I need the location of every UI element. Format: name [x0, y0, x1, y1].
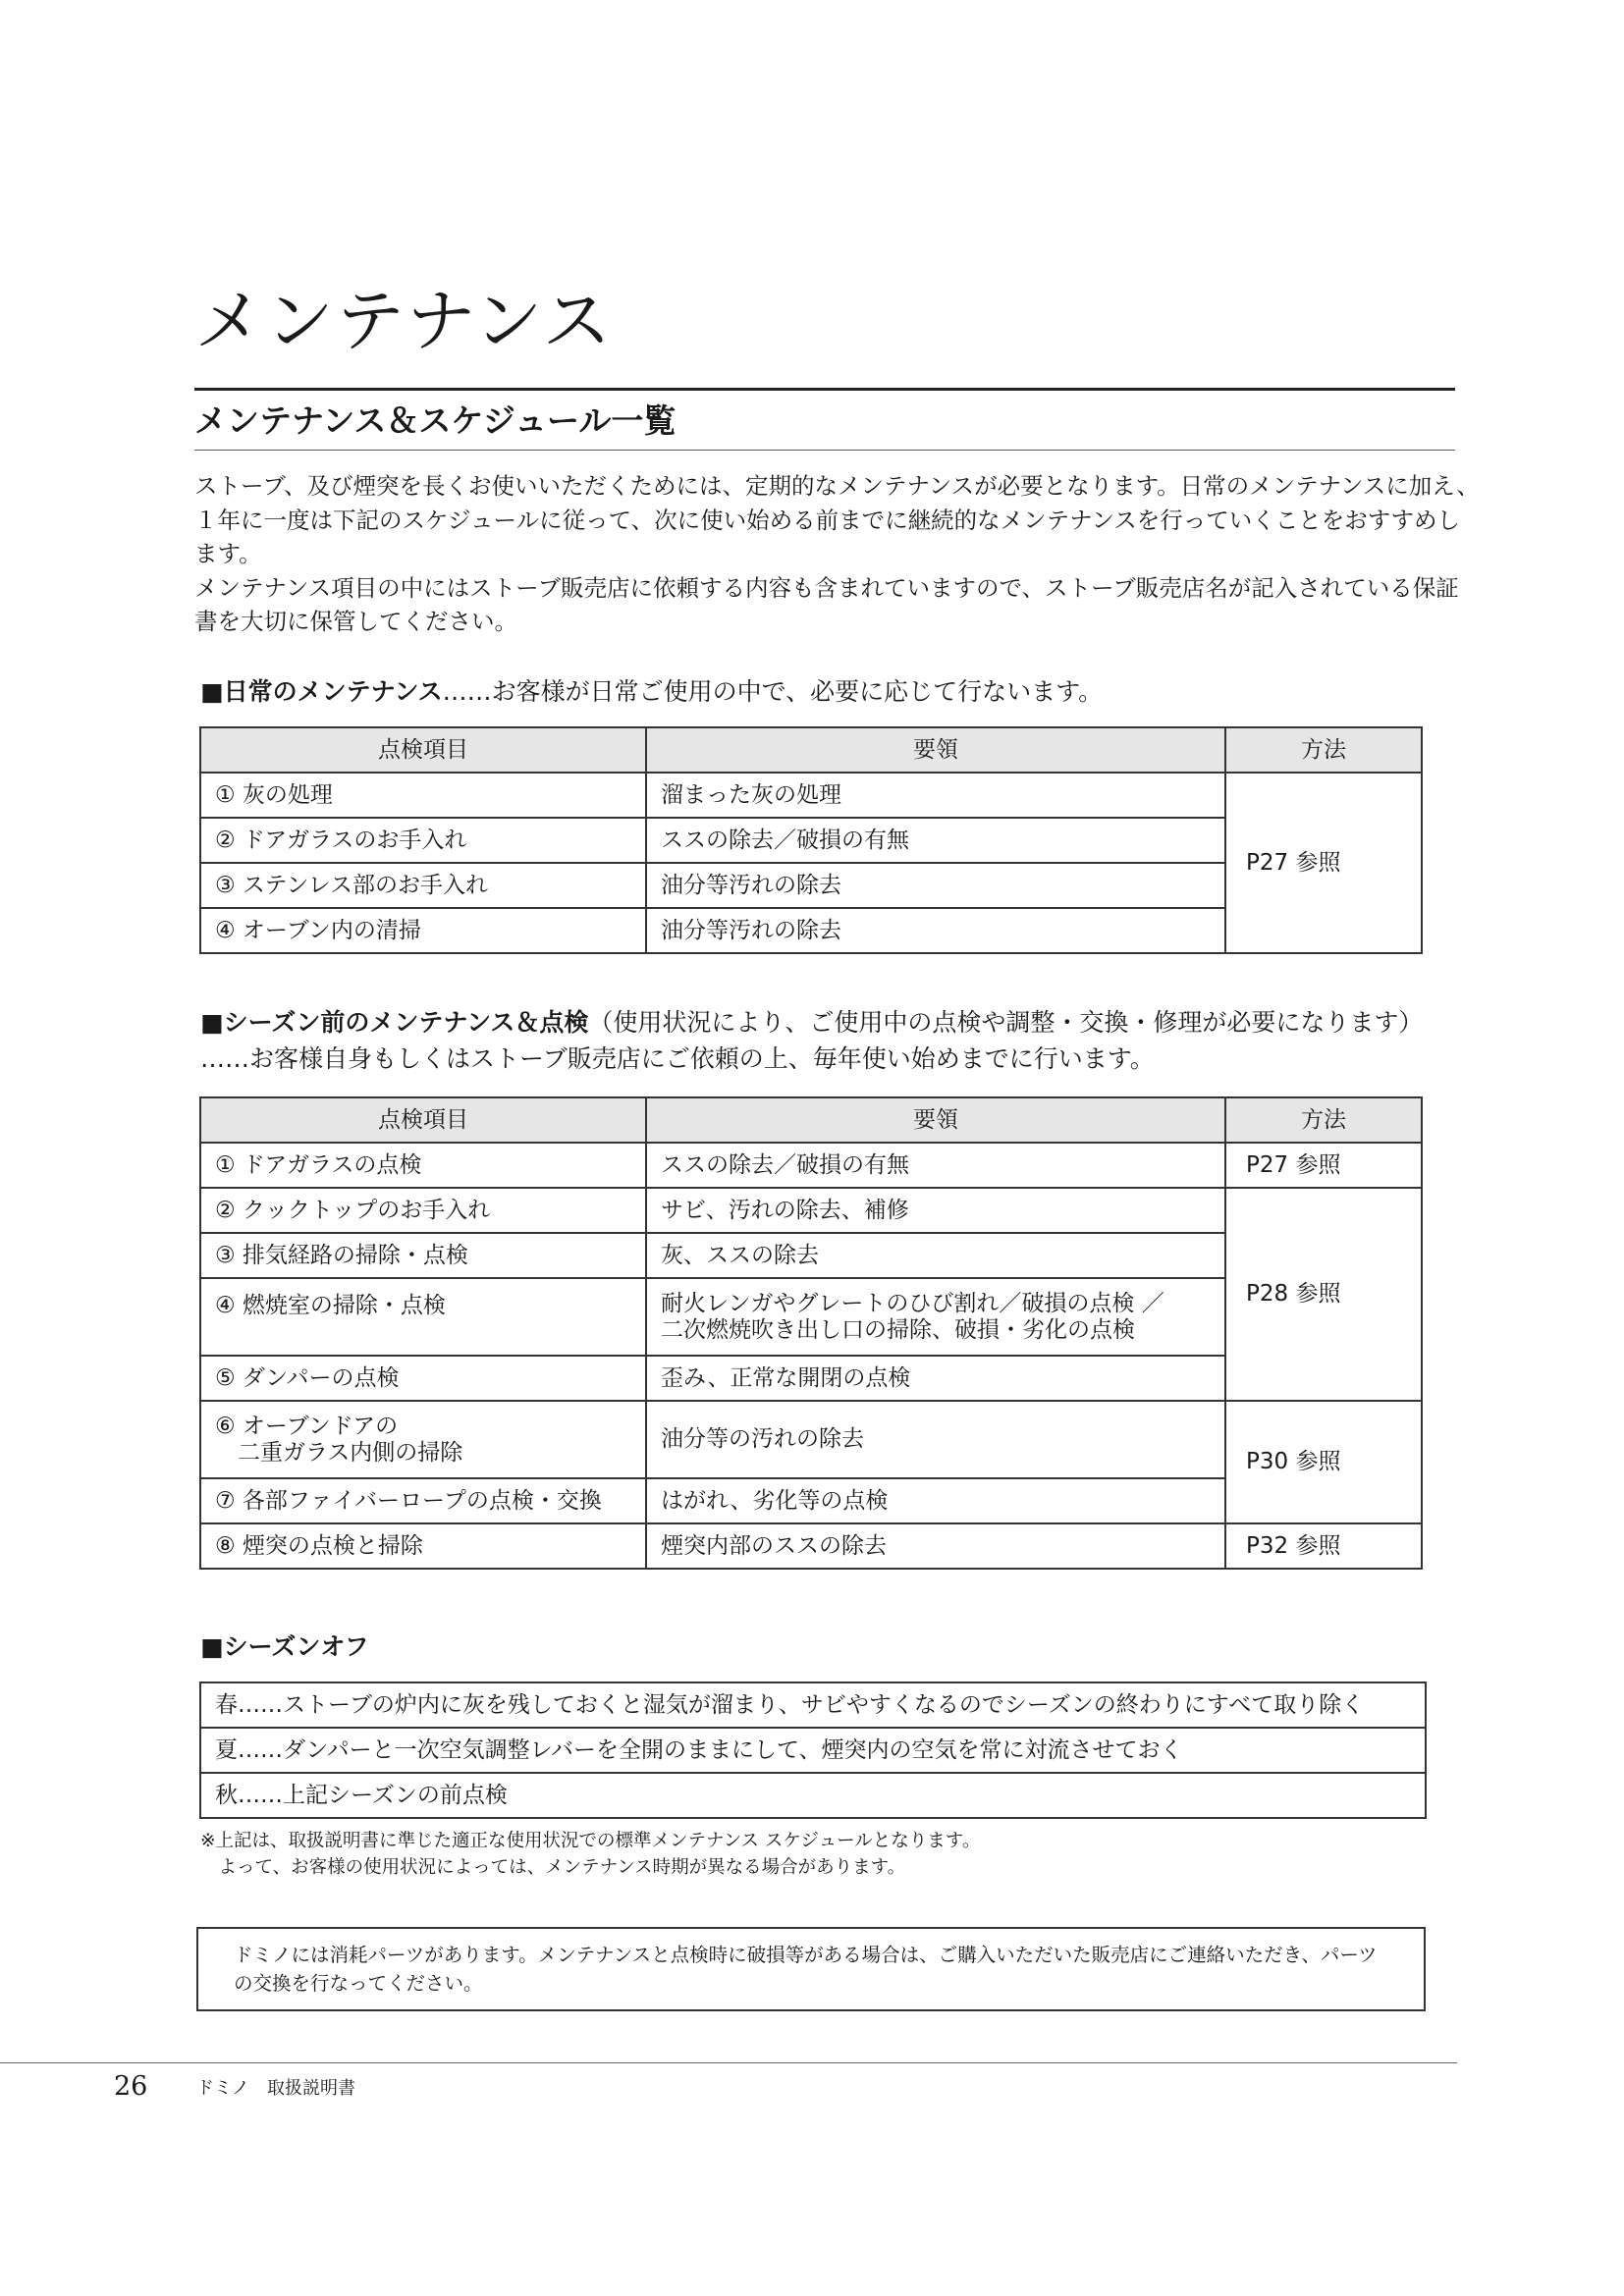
cell-point: 油分等の汚れの除去 [646, 1401, 1225, 1478]
cell-item: ⑤ ダンパーの点検 [200, 1356, 646, 1401]
cell-point: 油分等汚れの除去 [646, 908, 1225, 953]
cell-item: ④ オーブン内の清掃 [200, 908, 646, 953]
cell-point: はがれ、劣化等の点検 [646, 1478, 1225, 1523]
daily-heading-rest: ……お客様が日常ご使用の中で、必要に応じて行ないます。 [442, 677, 1104, 706]
season-heading-bold: ■シーズン前のメンテナンス＆点検 [200, 1008, 589, 1037]
notice-line: の交換を行なってください。 [234, 1972, 483, 1995]
cell-item: ② ドアガラスのお手入れ [200, 818, 646, 863]
daily-table [199, 726, 1423, 954]
cell-point: 油分等汚れの除去 [646, 863, 1225, 908]
footnote-line: ※上記は、取扱説明書に準じた適正な使用状況での標準メンテナンス スケジュールとなります。 [200, 1831, 981, 1851]
table-row [200, 1143, 1422, 1188]
cell-point [646, 1278, 1225, 1356]
intro-line: ストーブ、及び煙突を長くお使いいただくためには、定期的なメンテナンスが必要となります。日常のメンテナンスに加え、 [194, 472, 1480, 500]
footnote [200, 1828, 980, 1881]
season-heading-rest: （使用状況により、ご使用中の点検や調整・交換・修理が必要になります） [588, 1008, 1424, 1037]
notice-box [196, 1927, 1426, 2011]
cell-point: 溜まった灰の処理 [646, 773, 1225, 818]
season-heading [200, 1006, 1423, 1040]
cell-point-line: 耐火レンガやグレートのひび割れ／破損の点検 ／ [661, 1290, 1164, 1316]
cell-item-line: ⑥ オーブンドアの [215, 1413, 399, 1439]
daily-heading-bold: ■日常のメンテナンス [200, 677, 443, 706]
daily-heading [200, 675, 1103, 709]
cell-point: ススの除去／破損の有無 [646, 1143, 1225, 1188]
cell-item: ① 灰の処理 [200, 773, 646, 818]
cell-item: ① ドアガラスの点検 [200, 1143, 646, 1188]
cell-off: 秋……上記シーズンの前点検 [200, 1773, 1426, 1818]
header-point: 要領 [646, 1097, 1225, 1143]
footnote-line: よって、お客様の使用状況によっては、メンテナンス時期が異なる場合があります。 [200, 1857, 906, 1878]
season-table [199, 1096, 1423, 1570]
cell-point: 灰、ススの除去 [646, 1233, 1225, 1278]
header-method: 方法 [1225, 1097, 1422, 1143]
cell-method: P32 参照 [1225, 1523, 1422, 1569]
table-row [200, 1523, 1422, 1569]
table-row [200, 1728, 1426, 1773]
header-item: 点検項目 [200, 727, 646, 773]
cell-item: ③ 排気経路の掃除・点検 [200, 1233, 646, 1278]
intro-line: メンテナンス項目の中にはストーブ販売店に依頼する内容も含まれていますので、ストーブ販売店名が記入されている保証 [194, 573, 1459, 602]
cell-point: 煙突内部のススの除去 [646, 1523, 1225, 1569]
cell-item: ⑦ 各部ファイバーロープの点検・交換 [200, 1478, 646, 1523]
intro-line: ます。 [194, 540, 262, 567]
header-point: 要領 [646, 727, 1225, 773]
header-method: 方法 [1225, 727, 1422, 773]
table-row [200, 1188, 1422, 1233]
table-row [200, 1401, 1422, 1478]
cell-off: 春……ストーブの炉内に灰を残しておくと湿気が溜まり、サビやすくなるのでシーズンの終わりにすべて取り除く [200, 1682, 1426, 1728]
intro-paragraph [194, 469, 1480, 639]
footer-label: ドミノ 取扱説明書 [196, 2078, 355, 2099]
title-divider [194, 388, 1455, 391]
cell-method: P30 参照 [1225, 1401, 1422, 1523]
table-row [200, 1682, 1426, 1728]
cell-item: ③ ステンレス部のお手入れ [200, 863, 646, 908]
season-heading-line2: ……お客様自身もしくはストーブ販売店にご依頼の上、毎年使い始めまでに行います。 [200, 1044, 1155, 1073]
cell-point: サビ、汚れの除去、補修 [646, 1188, 1225, 1233]
table-header-row [200, 727, 1422, 773]
section-title: メンテナンス＆スケジュール一覧 [194, 401, 677, 440]
section-divider [194, 450, 1455, 451]
cell-method: P27 参照 [1225, 1143, 1422, 1188]
footer-divider [0, 2062, 1457, 2063]
cell-point: 歪み、正常な開閉の点検 [646, 1356, 1225, 1401]
table-row [200, 773, 1422, 818]
off-heading: ■シーズンオフ [200, 1632, 369, 1661]
cell-item [200, 1401, 646, 1478]
cell-item: ② クックトップのお手入れ [200, 1188, 646, 1233]
page-number: 26 [114, 2071, 148, 2102]
cell-item: ④ 燃焼室の掃除・点検 [200, 1278, 646, 1356]
cell-method: P28 参照 [1225, 1188, 1422, 1401]
off-table [199, 1682, 1427, 1819]
cell-off: 夏……ダンパーと一次空気調整レバーを全開のままにして、煙突内の空気を常に対流させておく [200, 1728, 1426, 1773]
cell-item: ⑧ 煙突の点検と掃除 [200, 1523, 646, 1569]
cell-method: P27 参照 [1225, 773, 1422, 953]
intro-line: １年に一度は下記のスケジュールに従って、次に使い始める前までに継続的なメンテナンスを行っていくことをおすすめし [194, 506, 1460, 534]
cell-item-line: 二重ガラス内側の掃除 [215, 1439, 463, 1466]
intro-line: 書を大切に保管してください。 [194, 608, 517, 635]
cell-point-line: 二次燃焼吹き出し口の掃除、破損・劣化の点検 [661, 1316, 1135, 1343]
cell-point: ススの除去／破損の有無 [646, 818, 1225, 863]
table-row [200, 1773, 1426, 1818]
page-title: メンテナンス [194, 281, 614, 361]
notice-line: ドミノには消耗パーツがあります。メンテナンスと点検時に破損等がある場合は、ご購入いただいた販売店にご連絡いただき、パーツ [234, 1944, 1378, 1966]
table-header-row [200, 1097, 1422, 1143]
header-item: 点検項目 [200, 1097, 646, 1143]
